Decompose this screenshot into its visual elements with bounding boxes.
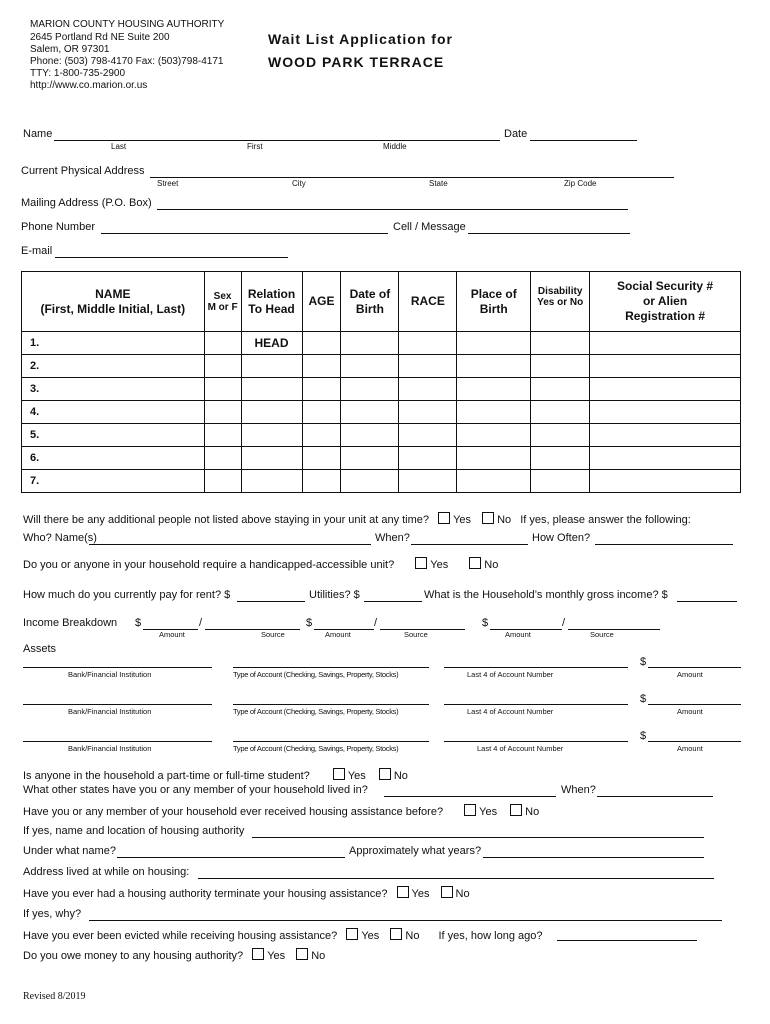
- table-row: [22, 401, 741, 424]
- owe-money-no-checkbox[interactable]: [296, 948, 308, 960]
- asset-amount-field[interactable]: [648, 741, 741, 742]
- amount-caption: Amount: [325, 630, 351, 639]
- address-lived-field[interactable]: [198, 878, 714, 879]
- type-account-caption: Type of Account (Checking, Savings, Property, Stocks): [233, 744, 399, 753]
- name-first-caption: First: [247, 142, 263, 151]
- col-header-relation: Relation To Head: [241, 272, 302, 332]
- table-row: [22, 332, 741, 355]
- cell-relation[interactable]: [241, 470, 302, 493]
- income-dollar-1: $: [135, 617, 142, 629]
- cell-pob[interactable]: [457, 378, 531, 401]
- name-last-caption: Last: [111, 142, 127, 151]
- cell-race[interactable]: [399, 332, 457, 355]
- form-title-line2: WOOD PARK TERRACE: [268, 54, 445, 70]
- who-names-field[interactable]: [89, 544, 371, 545]
- cell-age[interactable]: [302, 378, 341, 401]
- no-label: No: [393, 770, 408, 782]
- asset-dollar: $: [640, 656, 647, 668]
- student-no-checkbox[interactable]: [379, 768, 391, 780]
- income-slash-3: /: [562, 617, 566, 629]
- name-middle-caption: Middle: [383, 142, 407, 151]
- asset-amount-field[interactable]: [648, 704, 741, 705]
- cell-disability[interactable]: [531, 470, 590, 493]
- col-header-dob: Date of Birth: [341, 272, 399, 332]
- source-caption: Source: [590, 630, 614, 639]
- table-row: [22, 470, 741, 493]
- cell-race[interactable]: [399, 470, 457, 493]
- cell-pob[interactable]: [457, 447, 531, 470]
- received-assistance-yes-checkbox[interactable]: [464, 804, 476, 816]
- utilities-label: Utilities? $: [309, 589, 360, 601]
- student-question: Is anyone in the household a part-time or full-time student?: [23, 770, 310, 782]
- no-label: No: [484, 559, 499, 571]
- household-table: [21, 271, 741, 493]
- agency-url: http://www.co.marion.or.us: [30, 80, 148, 91]
- asset-type-field[interactable]: [233, 667, 429, 668]
- additional-people-no-checkbox[interactable]: [482, 512, 494, 524]
- additional-people-row: [23, 512, 691, 526]
- cell-relation[interactable]: [241, 424, 302, 447]
- cell-race[interactable]: [399, 447, 457, 470]
- type-account-caption: Type of Account (Checking, Savings, Property, Stocks): [233, 670, 399, 679]
- cell-sex[interactable]: [204, 447, 241, 470]
- col-header-disability: Disability Yes or No: [531, 272, 590, 332]
- asset-bank-field[interactable]: [23, 667, 212, 668]
- cell-age[interactable]: [302, 447, 341, 470]
- cell-pob[interactable]: [457, 470, 531, 493]
- cell-sex[interactable]: [204, 355, 241, 378]
- revised-date: Revised 8/2019: [23, 991, 86, 1002]
- who-names-label: Who? Name(s): [23, 532, 97, 544]
- no-label: No: [525, 806, 540, 818]
- table-row: [22, 355, 741, 378]
- gross-income-field[interactable]: [677, 601, 737, 602]
- how-long-ago-field[interactable]: [557, 940, 697, 941]
- last4-caption: Last 4 of Account Number: [467, 707, 554, 716]
- col-header-pob: Place of Birth: [457, 272, 531, 332]
- yes-label: Yes: [347, 770, 366, 782]
- name-field[interactable]: [54, 140, 500, 141]
- cell-sex[interactable]: [204, 424, 241, 447]
- row-number: 2.: [22, 355, 205, 378]
- type-account-caption: Type of Account (Checking, Savings, Property, Stocks): [233, 707, 399, 716]
- how-long-ago-label: If yes, how long ago?: [438, 930, 543, 942]
- student-yes-checkbox[interactable]: [333, 768, 345, 780]
- income-breakdown-label: Income Breakdown: [23, 617, 118, 629]
- no-label: No: [455, 888, 470, 900]
- terminate-no-checkbox[interactable]: [441, 886, 453, 898]
- received-assistance-no-checkbox[interactable]: [510, 804, 522, 816]
- asset-dollar: $: [640, 693, 647, 705]
- source-caption: Source: [404, 630, 428, 639]
- cell-ssn[interactable]: [590, 378, 741, 401]
- received-assistance-question: Have you or any member of your household ever received housing assistance before?: [23, 806, 444, 818]
- phone-label: Phone Number: [21, 221, 95, 233]
- date-field[interactable]: [530, 140, 637, 141]
- asset-type-field[interactable]: [233, 704, 429, 705]
- income-source-1[interactable]: [205, 629, 300, 630]
- physical-address-field[interactable]: [150, 177, 674, 178]
- yes-label: Yes: [453, 514, 472, 526]
- row-number: 4.: [22, 401, 205, 424]
- mailing-address-field[interactable]: [157, 209, 628, 210]
- cell-race[interactable]: [399, 424, 457, 447]
- if-yes-why-field[interactable]: [89, 920, 722, 921]
- owe-money-row: [23, 948, 325, 962]
- cell-disability[interactable]: [531, 447, 590, 470]
- col-header-age: AGE: [302, 272, 341, 332]
- cell-age[interactable]: [302, 470, 341, 493]
- received-assistance-row: [23, 804, 539, 818]
- yes-label: Yes: [430, 559, 449, 571]
- no-label: No: [405, 930, 420, 942]
- how-often-field[interactable]: [595, 544, 733, 545]
- agency-phone: Phone: (503) 798-4170 Fax: (503)798-4171: [30, 56, 224, 67]
- additional-people-yes-checkbox[interactable]: [438, 512, 450, 524]
- cell-sex[interactable]: [204, 332, 241, 355]
- cell-pob[interactable]: [457, 332, 531, 355]
- approx-years-field[interactable]: [483, 857, 704, 858]
- cell-dob[interactable]: [341, 332, 399, 355]
- cell-ssn[interactable]: [590, 447, 741, 470]
- bank-caption: Bank/Financial Institution: [68, 670, 152, 679]
- mailing-address-label: Mailing Address (P.O. Box): [21, 197, 152, 209]
- cell-age[interactable]: [302, 424, 341, 447]
- other-states-field[interactable]: [384, 796, 556, 797]
- cell-ssn[interactable]: [590, 332, 741, 355]
- form-title-line1: Wait List Application for: [268, 31, 453, 47]
- asset-last4-field[interactable]: [444, 704, 628, 705]
- student-row: [23, 768, 408, 782]
- cell-ssn[interactable]: [590, 424, 741, 447]
- address-state-caption: State: [429, 179, 448, 188]
- evicted-question: Have you ever been evicted while receiving housing assistance?: [23, 930, 338, 942]
- cell-age[interactable]: [302, 401, 341, 424]
- cell-relation-head: HEAD: [241, 332, 302, 355]
- asset-bank-field[interactable]: [23, 741, 212, 742]
- cell-dob[interactable]: [341, 470, 399, 493]
- asset-dollar: $: [640, 730, 647, 742]
- terminate-yes-checkbox[interactable]: [397, 886, 409, 898]
- row-number: 1.: [22, 332, 205, 355]
- rent-label: How much do you currently pay for rent? $: [23, 589, 231, 601]
- under-what-name-field[interactable]: [117, 857, 345, 858]
- bank-caption: Bank/Financial Institution: [68, 744, 152, 753]
- address-zip-caption: Zip Code: [564, 179, 597, 188]
- col-header-sex: Sex M or F: [204, 272, 241, 332]
- income-source-3[interactable]: [568, 629, 660, 630]
- assets-label: Assets: [23, 643, 57, 655]
- asset-last4-field[interactable]: [444, 741, 628, 742]
- when-label: When?: [375, 532, 410, 544]
- physical-address-label: Current Physical Address: [21, 165, 145, 177]
- yes-label: Yes: [479, 806, 498, 818]
- last4-caption: Last 4 of Account Number: [477, 744, 564, 753]
- other-states-question: What other states have you or any member of your household lived in?: [23, 784, 368, 796]
- cell-dob[interactable]: [341, 378, 399, 401]
- row-number: 3.: [22, 378, 205, 401]
- who-names-row: [23, 532, 97, 544]
- row-number: 6.: [22, 447, 205, 470]
- agency-address-line1: 2645 Portland Rd NE Suite 200: [30, 32, 170, 43]
- cell-sex[interactable]: [204, 401, 241, 424]
- cell-relation[interactable]: [241, 447, 302, 470]
- evicted-row: [23, 928, 542, 942]
- col-header-name: NAME (First, Middle Initial, Last): [22, 272, 205, 332]
- cell-ssn[interactable]: [590, 401, 741, 424]
- owe-money-yes-checkbox[interactable]: [252, 948, 264, 960]
- asset-bank-field[interactable]: [23, 704, 212, 705]
- cell-disability[interactable]: [531, 378, 590, 401]
- table-row: [22, 378, 741, 401]
- handicapped-row: [23, 557, 498, 571]
- col-header-race: RACE: [399, 272, 457, 332]
- asset-last4-field[interactable]: [444, 667, 628, 668]
- amount-caption: Amount: [505, 630, 531, 639]
- amount-caption: Amount: [159, 630, 185, 639]
- email-field[interactable]: [55, 257, 288, 258]
- cell-ssn[interactable]: [590, 470, 741, 493]
- under-what-name-label: Under what name?: [23, 845, 116, 857]
- address-city-caption: City: [292, 179, 306, 188]
- cell-sex[interactable]: [204, 378, 241, 401]
- cell-disability[interactable]: [531, 355, 590, 378]
- row-number: 7.: [22, 470, 205, 493]
- cell-race[interactable]: [399, 378, 457, 401]
- address-street-caption: Street: [157, 179, 179, 188]
- cell-dob[interactable]: [341, 424, 399, 447]
- cell-dob[interactable]: [341, 355, 399, 378]
- col-header-ssn: Social Security # or Alien Registration #: [590, 272, 741, 332]
- cell-dob[interactable]: [341, 401, 399, 424]
- yes-label: Yes: [411, 888, 430, 900]
- rent-field[interactable]: [237, 601, 305, 602]
- bank-caption: Bank/Financial Institution: [68, 707, 152, 716]
- row-number: 5.: [22, 424, 205, 447]
- utilities-field[interactable]: [364, 601, 422, 602]
- cell-age[interactable]: [302, 355, 341, 378]
- agency-name: MARION COUNTY HOUSING AUTHORITY: [30, 19, 225, 30]
- income-dollar-2: $: [306, 617, 313, 629]
- other-states-when-label: When?: [561, 784, 596, 796]
- income-dollar-3: $: [482, 617, 489, 629]
- date-label: Date: [504, 128, 528, 140]
- income-slash-2: /: [374, 617, 378, 629]
- agency-tty: TTY: 1-800-735-2900: [30, 68, 126, 79]
- approx-years-label: Approximately what years?: [349, 845, 482, 857]
- cell-pob[interactable]: [457, 401, 531, 424]
- name-label: Name: [23, 128, 53, 140]
- cell-disability[interactable]: [531, 332, 590, 355]
- handicapped-no-checkbox[interactable]: [469, 557, 481, 569]
- yes-label: Yes: [267, 950, 286, 962]
- income-slash-1: /: [199, 617, 203, 629]
- yes-label: Yes: [361, 930, 380, 942]
- cell-disability[interactable]: [531, 424, 590, 447]
- if-yes-answer-text: If yes, please answer the following:: [520, 514, 691, 526]
- email-label: E-mail: [21, 245, 53, 257]
- evicted-no-checkbox[interactable]: [390, 928, 402, 940]
- evicted-yes-checkbox[interactable]: [346, 928, 358, 940]
- handicapped-question: Do you or anyone in your household require a handicapped-accessible unit?: [23, 559, 395, 571]
- cell-race[interactable]: [399, 401, 457, 424]
- agency-address-line2: Salem, OR 97301: [30, 44, 110, 55]
- asset-amount-caption: Amount: [677, 670, 703, 679]
- cell-pob[interactable]: [457, 355, 531, 378]
- table-row: [22, 424, 741, 447]
- cell-age[interactable]: [302, 332, 341, 355]
- cell-dob[interactable]: [341, 447, 399, 470]
- cell-pob[interactable]: [457, 424, 531, 447]
- cell-race[interactable]: [399, 355, 457, 378]
- terminate-row: [23, 886, 470, 900]
- asset-type-field[interactable]: [233, 741, 429, 742]
- source-caption: Source: [261, 630, 285, 639]
- name-location-label: If yes, name and location of housing authority: [23, 825, 245, 837]
- cell-relation[interactable]: [241, 378, 302, 401]
- address-lived-label: Address lived at while on housing:: [23, 866, 190, 878]
- asset-amount-caption: Amount: [677, 707, 703, 716]
- how-often-label: How Often?: [532, 532, 591, 544]
- table-row: [22, 447, 741, 470]
- other-states-when-field[interactable]: [597, 796, 713, 797]
- cell-relation[interactable]: [241, 355, 302, 378]
- cell-ssn[interactable]: [590, 355, 741, 378]
- phone-field[interactable]: [101, 233, 388, 234]
- name-location-field[interactable]: [252, 837, 704, 838]
- when-field[interactable]: [411, 544, 528, 545]
- asset-amount-field[interactable]: [648, 667, 741, 668]
- cell-disability[interactable]: [531, 401, 590, 424]
- last4-caption: Last 4 of Account Number: [467, 670, 554, 679]
- no-label: No: [311, 950, 326, 962]
- terminate-question: Have you ever had a housing authority terminate your housing assistance?: [23, 888, 388, 900]
- owe-money-question: Do you owe money to any housing authority?: [23, 950, 244, 962]
- cell-field[interactable]: [468, 233, 630, 234]
- cell-sex[interactable]: [204, 470, 241, 493]
- gross-income-label: What is the Household’s monthly gross income? $: [424, 589, 668, 601]
- cell-relation[interactable]: [241, 401, 302, 424]
- cell-label: Cell / Message: [393, 221, 466, 233]
- asset-amount-caption: Amount: [677, 744, 703, 753]
- if-yes-why-label: If yes, why?: [23, 908, 82, 920]
- no-label: No: [497, 514, 512, 526]
- handicapped-yes-checkbox[interactable]: [415, 557, 427, 569]
- additional-people-question: Will there be any additional people not listed above staying in your unit at any time?: [23, 514, 430, 526]
